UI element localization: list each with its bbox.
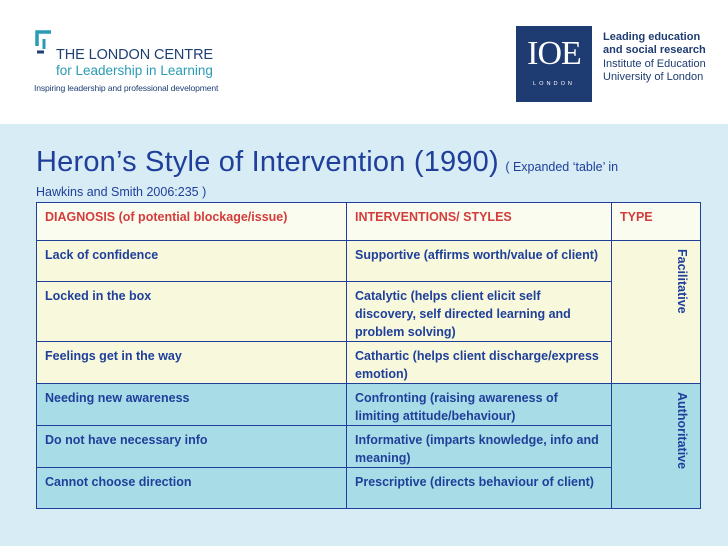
ioe-slogan-line2: and social research — [603, 44, 706, 56]
intervention-cell: Confronting (raising awareness of limiting attitude/behaviour) — [347, 384, 612, 426]
slide-subtitle: Hawkins and Smith 2006:235 ) — [36, 185, 207, 199]
ioe-institution-line2: University of London — [603, 71, 704, 83]
ioe-institution-line1: Institute of Education — [603, 58, 706, 70]
header-interventions: INTERVENTIONS/ STYLES — [347, 203, 612, 241]
diagnosis-cell: Lack of confidence — [37, 241, 347, 282]
table-row — [37, 282, 701, 342]
diagnosis-cell: Locked in the box — [37, 282, 347, 342]
type-cell-authoritative — [612, 384, 701, 509]
slide-header — [0, 0, 728, 124]
table-row — [37, 241, 701, 282]
header-diagnosis: DIAGNOSIS (of potential blockage/issue) — [37, 203, 347, 241]
diagnosis-cell: Needing new awareness — [37, 384, 347, 426]
slide-title-main: Heron’s Style of Intervention (1990) — [36, 146, 499, 178]
type-cell-facilitative — [612, 241, 701, 384]
diagnosis-cell: Cannot choose direction — [37, 468, 347, 509]
type-label-authoritative: Authoritative — [675, 392, 689, 470]
table-row — [37, 384, 701, 426]
intervention-cell: Cathartic (helps client discharge/express emotion) — [347, 342, 612, 384]
diagnosis-cell: Do not have necessary info — [37, 426, 347, 468]
london-centre-tagline: Inspiring leadership and professional development — [34, 83, 219, 93]
intervention-cell: Informative (imparts knowledge, info and meaning) — [347, 426, 612, 468]
table-header-row — [37, 203, 701, 241]
intervention-cell: Catalytic (helps client elicit self discovery, self directed learning and problem solving) — [347, 282, 612, 342]
ioe-logo-city: LONDON — [533, 81, 575, 87]
london-centre-bracket-icon — [34, 30, 56, 56]
diagnosis-cell: Feelings get in the way — [37, 342, 347, 384]
slide-title — [36, 146, 618, 179]
intervention-cell: Supportive (affirms worth/value of client) — [347, 241, 612, 282]
ioe-logo-letters: IOE — [527, 35, 581, 72]
type-label-facilitative: Facilitative — [675, 249, 689, 314]
header-type: TYPE — [612, 203, 701, 241]
ioe-slogan-line1: Leading education — [603, 31, 701, 43]
intervention-cell: Prescriptive (directs behaviour of client) — [347, 468, 612, 509]
london-centre-name: THE LONDON CENTRE — [56, 47, 214, 63]
london-centre-subname: for Leadership in Learning — [56, 63, 213, 78]
slide-title-note: ( Expanded ‘table’ in — [505, 160, 619, 174]
table-row — [37, 426, 701, 468]
table-row — [37, 342, 701, 384]
table-row — [37, 468, 701, 509]
intervention-table — [36, 202, 701, 509]
ioe-logo — [516, 26, 592, 102]
